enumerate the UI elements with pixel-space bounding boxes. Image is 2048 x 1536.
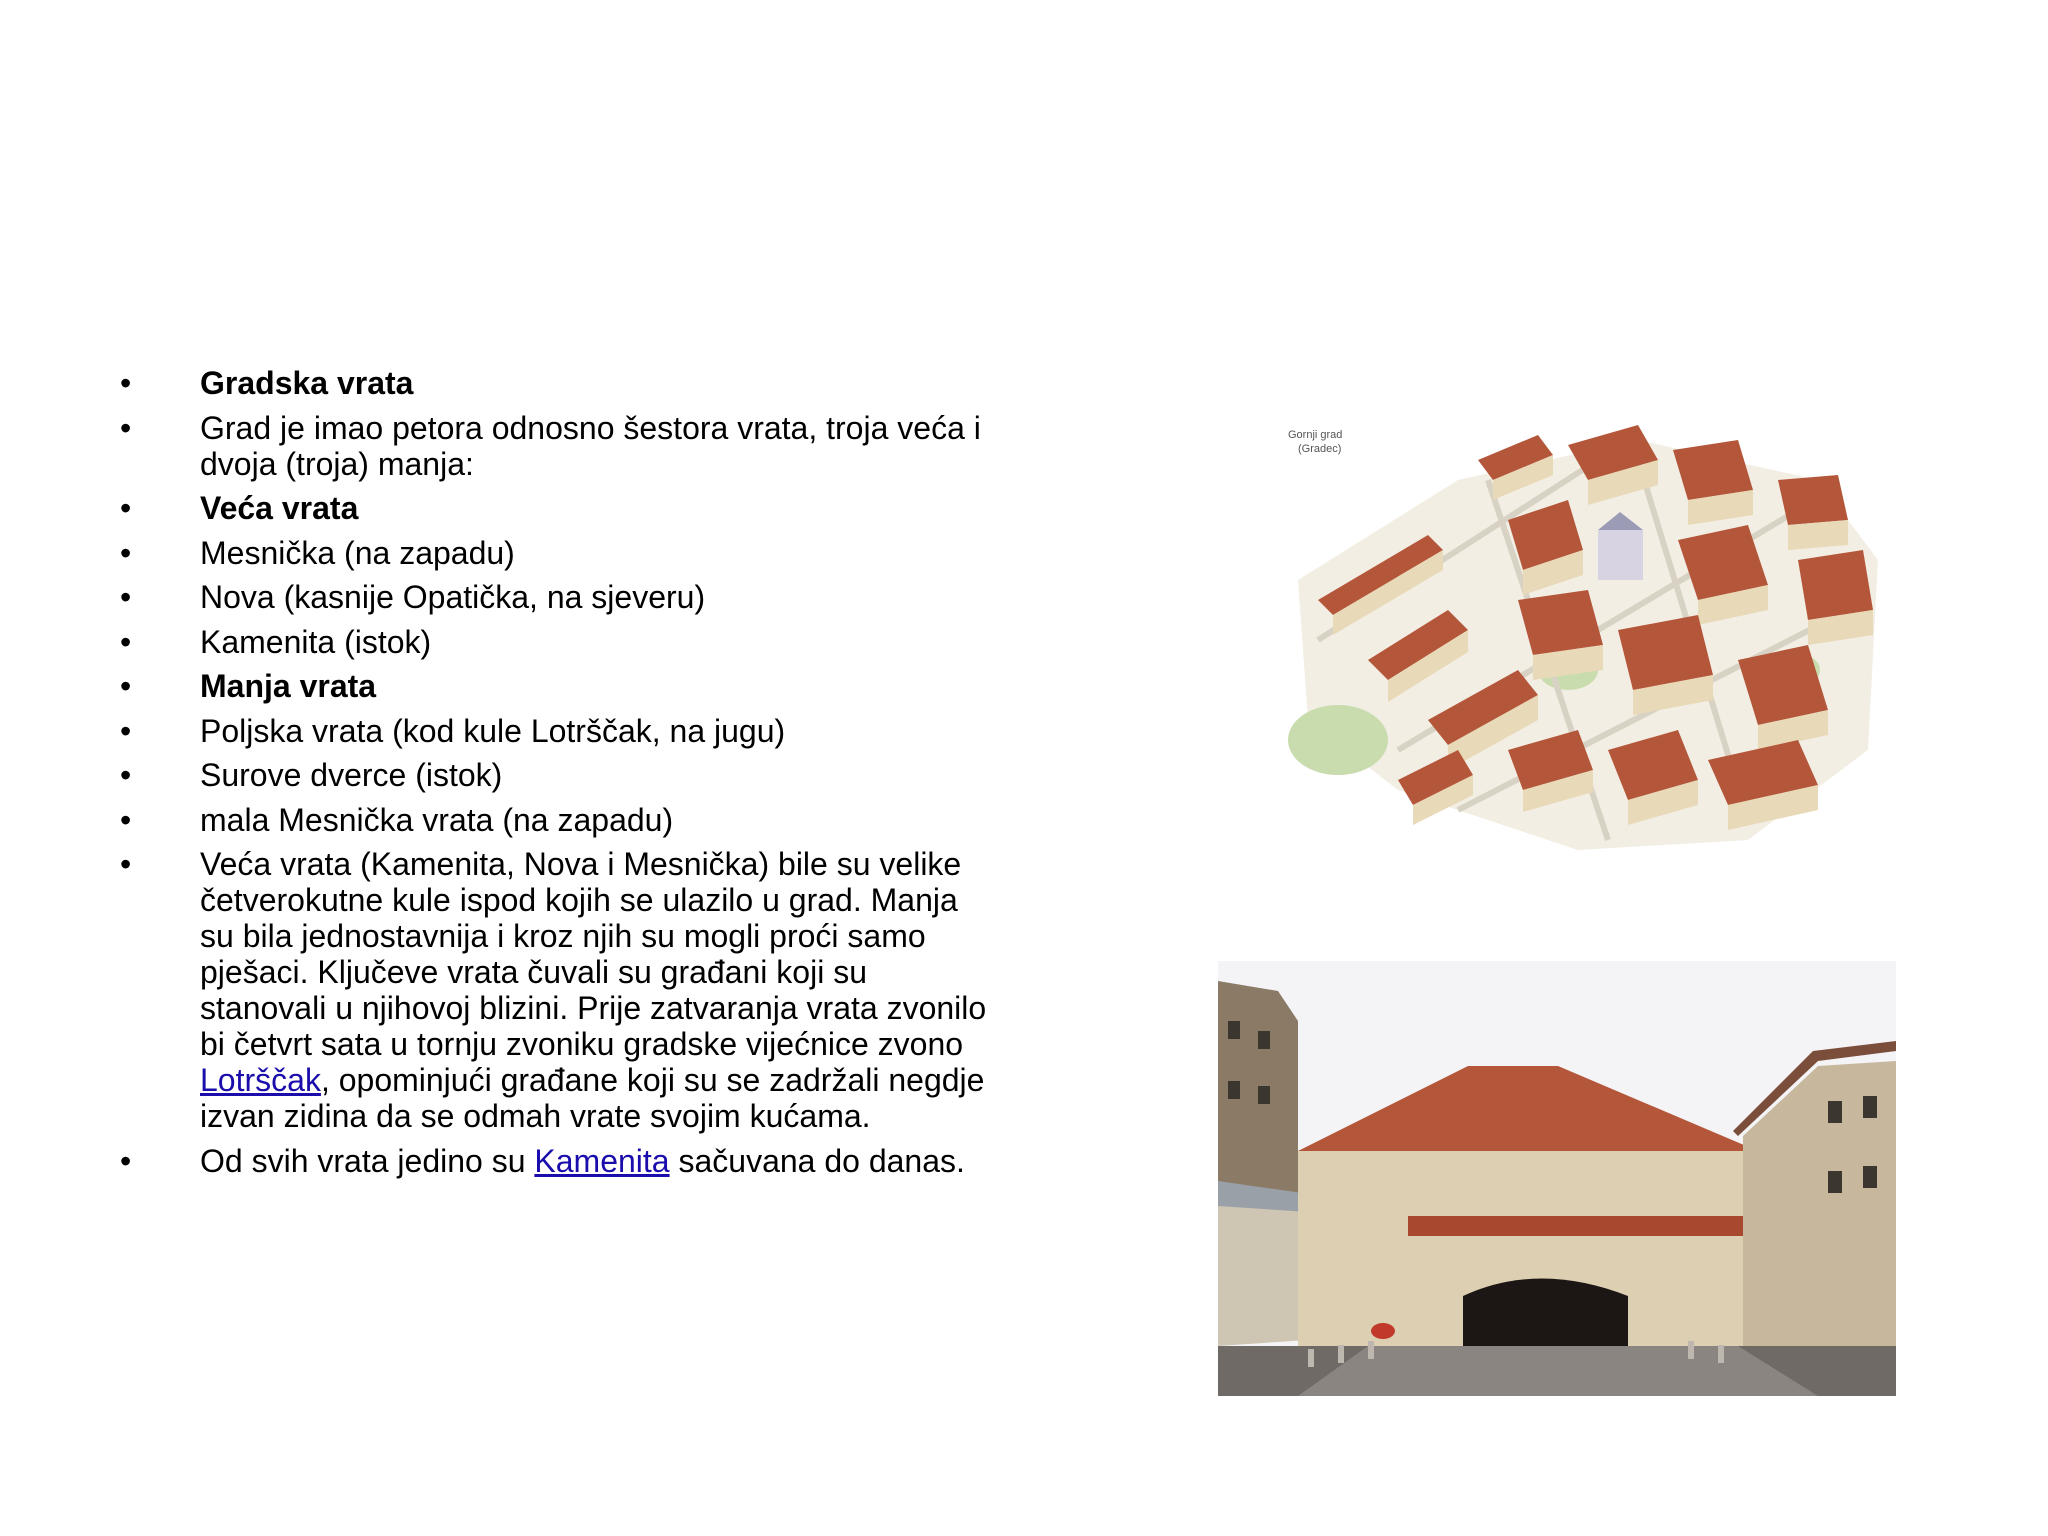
gate-kamenita: Kamenita (istok) (200, 623, 432, 660)
closing-text-before: Od svih vrata jedino su (200, 1142, 535, 1179)
bullet-dot: • (120, 579, 132, 615)
closing-text (200, 1143, 965, 1179)
list-item (120, 579, 1000, 615)
gate-mesnicka: Mesnička (na zapadu) (200, 534, 515, 571)
heading-veca-vrata: Veća vrata (200, 490, 359, 526)
gate-surove-dverce: Surove dverce (istok) (200, 757, 503, 793)
map-label-line1: Gornji grad (1288, 429, 1343, 441)
list-item (120, 490, 1000, 526)
bullet-dot: • (120, 490, 132, 526)
description-paragraph (200, 846, 986, 1134)
paragraph-text-before: Veća vrata (Kamenita, Nova i Mesnička) bile su velike četverokutne kule ispod kojih se ulazilo u grad. Manja su bila jednostavnija i kroz njih su mogli proći samo pješaci. Ključeve vrata čuvali su građani koji su stanovali u njihovoj blizini. Prije zatvaranja vrata zvonilo bi četvrt sata u tornju zvoniku gradske vijećnice zvono (200, 846, 987, 1062)
list-item (120, 802, 1000, 838)
heading-gradska-vrata: Gradska vrata (200, 365, 414, 401)
bullet-dot: • (120, 801, 132, 838)
lotrscak-link[interactable]: Lotrščak (200, 1062, 321, 1098)
bullet-dot: • (120, 668, 132, 704)
heading-manja-vrata: Manja vrata (200, 668, 377, 704)
paragraph-text-after: , opominjući građane koji su se zadržali negdje izvan zidina da se odmah vrate svojim kućama. (200, 1062, 985, 1134)
map-label-line2: (Gradec) (1298, 443, 1342, 455)
bullet-dot: • (120, 712, 132, 749)
gate-poljska: Poljska vrata (kod kule Lotrščak, na jugu) (200, 712, 786, 749)
kamenita-link[interactable]: Kamenita (534, 1142, 670, 1179)
kamenita-gate-photo (1218, 961, 1896, 1396)
list-item (120, 624, 1000, 660)
list-item (120, 535, 1000, 571)
bullet-dot: • (120, 534, 132, 571)
bullet-dot: • (120, 1142, 132, 1179)
intro-text: Grad je imao petora odnosno šestora vrata, troja veća i dvoja (troja) manja: (200, 409, 981, 482)
gate-nova: Nova (kasnije Opatička, na sjeveru) (200, 579, 706, 615)
bullet-dot: • (120, 409, 132, 446)
list-item (120, 757, 1000, 793)
list-item (120, 365, 1000, 401)
bullet-dot: • (120, 757, 132, 793)
gornji-grad-map-image (1278, 420, 1888, 860)
gate-mala-mesnicka: mala Mesnička vrata (na zapadu) (200, 801, 674, 838)
list-item (120, 1143, 1000, 1179)
list-item (120, 410, 1000, 482)
bullet-list (120, 365, 1000, 1187)
bullet-dot: • (120, 623, 132, 660)
bullet-dot: • (120, 846, 132, 882)
list-item (120, 713, 1000, 749)
bullet-dot: • (120, 365, 132, 401)
closing-text-after: sačuvana do danas. (669, 1142, 965, 1179)
list-item (120, 846, 1000, 1134)
list-item (120, 668, 1000, 704)
